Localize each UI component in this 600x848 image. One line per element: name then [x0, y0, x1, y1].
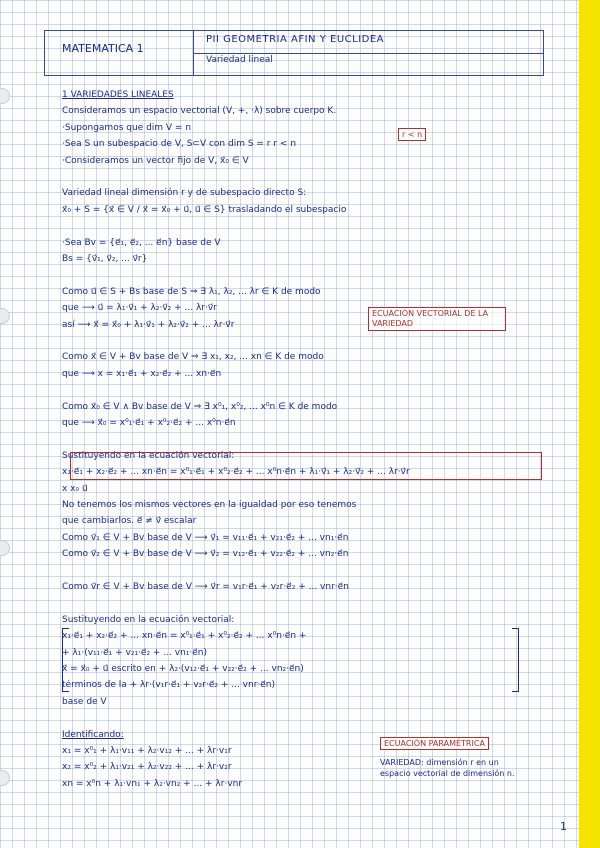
note-line: x⃗ = x⃗₀ + u⃗ escrito en + λ₂·(v₁₂·e⃗₁ + v₂₂·e⃗₂ + ... vn₂·e⃗n) [62, 664, 304, 674]
left-brace [62, 628, 69, 692]
note-line: Como v⃗r ∈ V + Bv base de V ⟶ v⃗r = v₁r·e⃗₁ + v₂r·e⃗₂ + ... vnr·e⃗n [62, 582, 349, 592]
note-line: Como x⃗₀ ∈ V ∧ Bv base de V ⇒ ∃ x⁰₁, x⁰₂, ... x⁰n ∈ K de modo [62, 401, 338, 412]
note-line: x x₀ u⃗ [62, 483, 88, 494]
note-line: 1 VARIEDADES LINEALES [62, 90, 174, 100]
note-line: x₂ = x⁰₂ + λ₁·v₂₁ + λ₂·v₂₂ + ... + λr·v₂r [62, 762, 232, 773]
note-line: x₁ = x⁰₁ + λ₁·v₁₁ + λ₂·v₁₂ + ... + λr·v₁r [62, 746, 232, 756]
binder-hole [0, 88, 10, 104]
note-line: Bs = {v⃗₁, v⃗₂, ... v⃗r} [62, 254, 148, 264]
binder-hole [0, 540, 10, 556]
note-line: + λ₁·(v₁₁·e⃗₁ + v₂₁·e⃗₂ + ... vn₁·e⃗n) [62, 647, 208, 658]
note-line: así ⟶ x⃗ = x⃗₀ + λ₁·v⃗₁ + λ₂·v⃗₂ + ... λr·v⃗r [62, 319, 235, 330]
chapter-title: PII GEOMETRIA AFIN Y EUCLIDEA [206, 34, 385, 45]
note-line: Como v⃗₁ ∈ V + Bv base de V ⟶ v⃗₁ = v₁₁·e⃗₁ + v₂₁·e⃗₂ + ... vn₁·e⃗n [62, 532, 349, 543]
topic-title: Variedad lineal [206, 55, 273, 65]
note-line: Consideramos un espacio vectorial (V, +, ·λ) sobre cuerpo K. [62, 106, 337, 117]
page-number: 1 [560, 820, 567, 833]
note-line: que cambiarlos. e⃗ ≠ v⃗ escalar [62, 516, 197, 527]
note-line: que ⟶ x⃗₀ = x⁰₁·e⃗₁ + x⁰₂·e⃗₂ + ... x⁰n·e⃗n [62, 418, 236, 428]
note-line: Como u⃗ ∈ S + Bs base de S ⇒ ∃ λ₁, λ₂, ... λr ∈ K de modo [62, 286, 321, 297]
note-line: x₁·e⃗₁ + x₂·e⃗₂ + ... xn·e⃗n = x⁰₁·e⃗₁ + x⁰₂·e⃗₂ + ... x⁰n·e⃗n + λ₁·v⃗₁ + λ₂·v⃗₂ + ... λr·v⃗r [62, 467, 410, 478]
note-line: Sustituyendo en la ecuación vectorial: [62, 450, 235, 461]
page-edge-highlight [579, 0, 600, 848]
note-line: x⃗₀ + S = {x⃗ ∈ V / x⃗ = x⃗₀ + u⃗, u⃗ ∈ S} trasladando el subespacio [62, 204, 347, 215]
right-brace [512, 628, 519, 692]
vector-equation-box: ECUACIÓN VECTORIAL DE LA VARIEDAD [368, 307, 506, 331]
note-line: ·Sea Bv = {e⃗₁, e⃗₂, ... e⃗n} base de V [62, 237, 221, 248]
note-line: Variedad lineal dimensión r y de subespacio directo S: [62, 188, 307, 199]
parametric-equation-box: ECUACIÓN PARAMÉTRICA [380, 737, 489, 750]
note-line: ·Consideramos un vector fijo de V, x⃗₀ ∈ V [62, 155, 249, 166]
note-line: que ⟶ u⃗ = λ₁·v⃗₁ + λ₂·v⃗₂ + ... λr·v⃗r [62, 303, 217, 314]
note-line: Identificando: [62, 729, 124, 740]
note-line: términos de la + λr·(v₁r·e⃗₁ + v₂r·e⃗₂ + ... vnr·e⃗n) [62, 680, 276, 691]
r-less-n-box: r < n [398, 128, 426, 141]
note-line: x₁·e⃗₁ + x₂·e⃗₂ + ... xn·e⃗n = x⁰₁·e⃗₁ + x⁰₂·e⃗₂ + ... x⁰n·e⃗n + [62, 631, 307, 642]
equation-highlight [70, 452, 542, 480]
note-line: Como x⃗ ∈ V + Bv base de V ⇒ ∃ x₁, x₂, ... xn ∈ K de modo [62, 352, 324, 363]
note-line: ·Sea S un subespacio de V, S⊂V con dim S = r r < n [62, 139, 297, 150]
note-line: xn = x⁰n + λ₁·vn₁ + λ₂·vn₂ + ... + λr·vnr [62, 778, 243, 789]
note-line: No tenemos los mismos vectores en la igualdad por eso tenemos [62, 500, 357, 510]
binder-hole [0, 770, 10, 786]
variedad-note: VARIEDAD: dimensión r en un espacio vectorial de dimensión n. [380, 758, 515, 778]
binder-hole [0, 308, 10, 324]
note-line: base de V [62, 696, 107, 707]
note-line: Como v⃗₂ ∈ V + Bv base de V ⟶ v⃗₂ = v₁₂·e⃗₁ + v₂₂·e⃗₂ + ... vn₂·e⃗n [62, 549, 349, 560]
note-line: ·Supongamos que dim V = n [62, 122, 192, 133]
note-line: que ⟶ x = x₁·e⃗₁ + x₂·e⃗₂ + ... xn·e⃗n [62, 368, 222, 379]
note-line: Sustituyendo en la ecuación vectorial: [62, 614, 235, 625]
subject-title: MATEMATICA 1 [62, 42, 144, 55]
